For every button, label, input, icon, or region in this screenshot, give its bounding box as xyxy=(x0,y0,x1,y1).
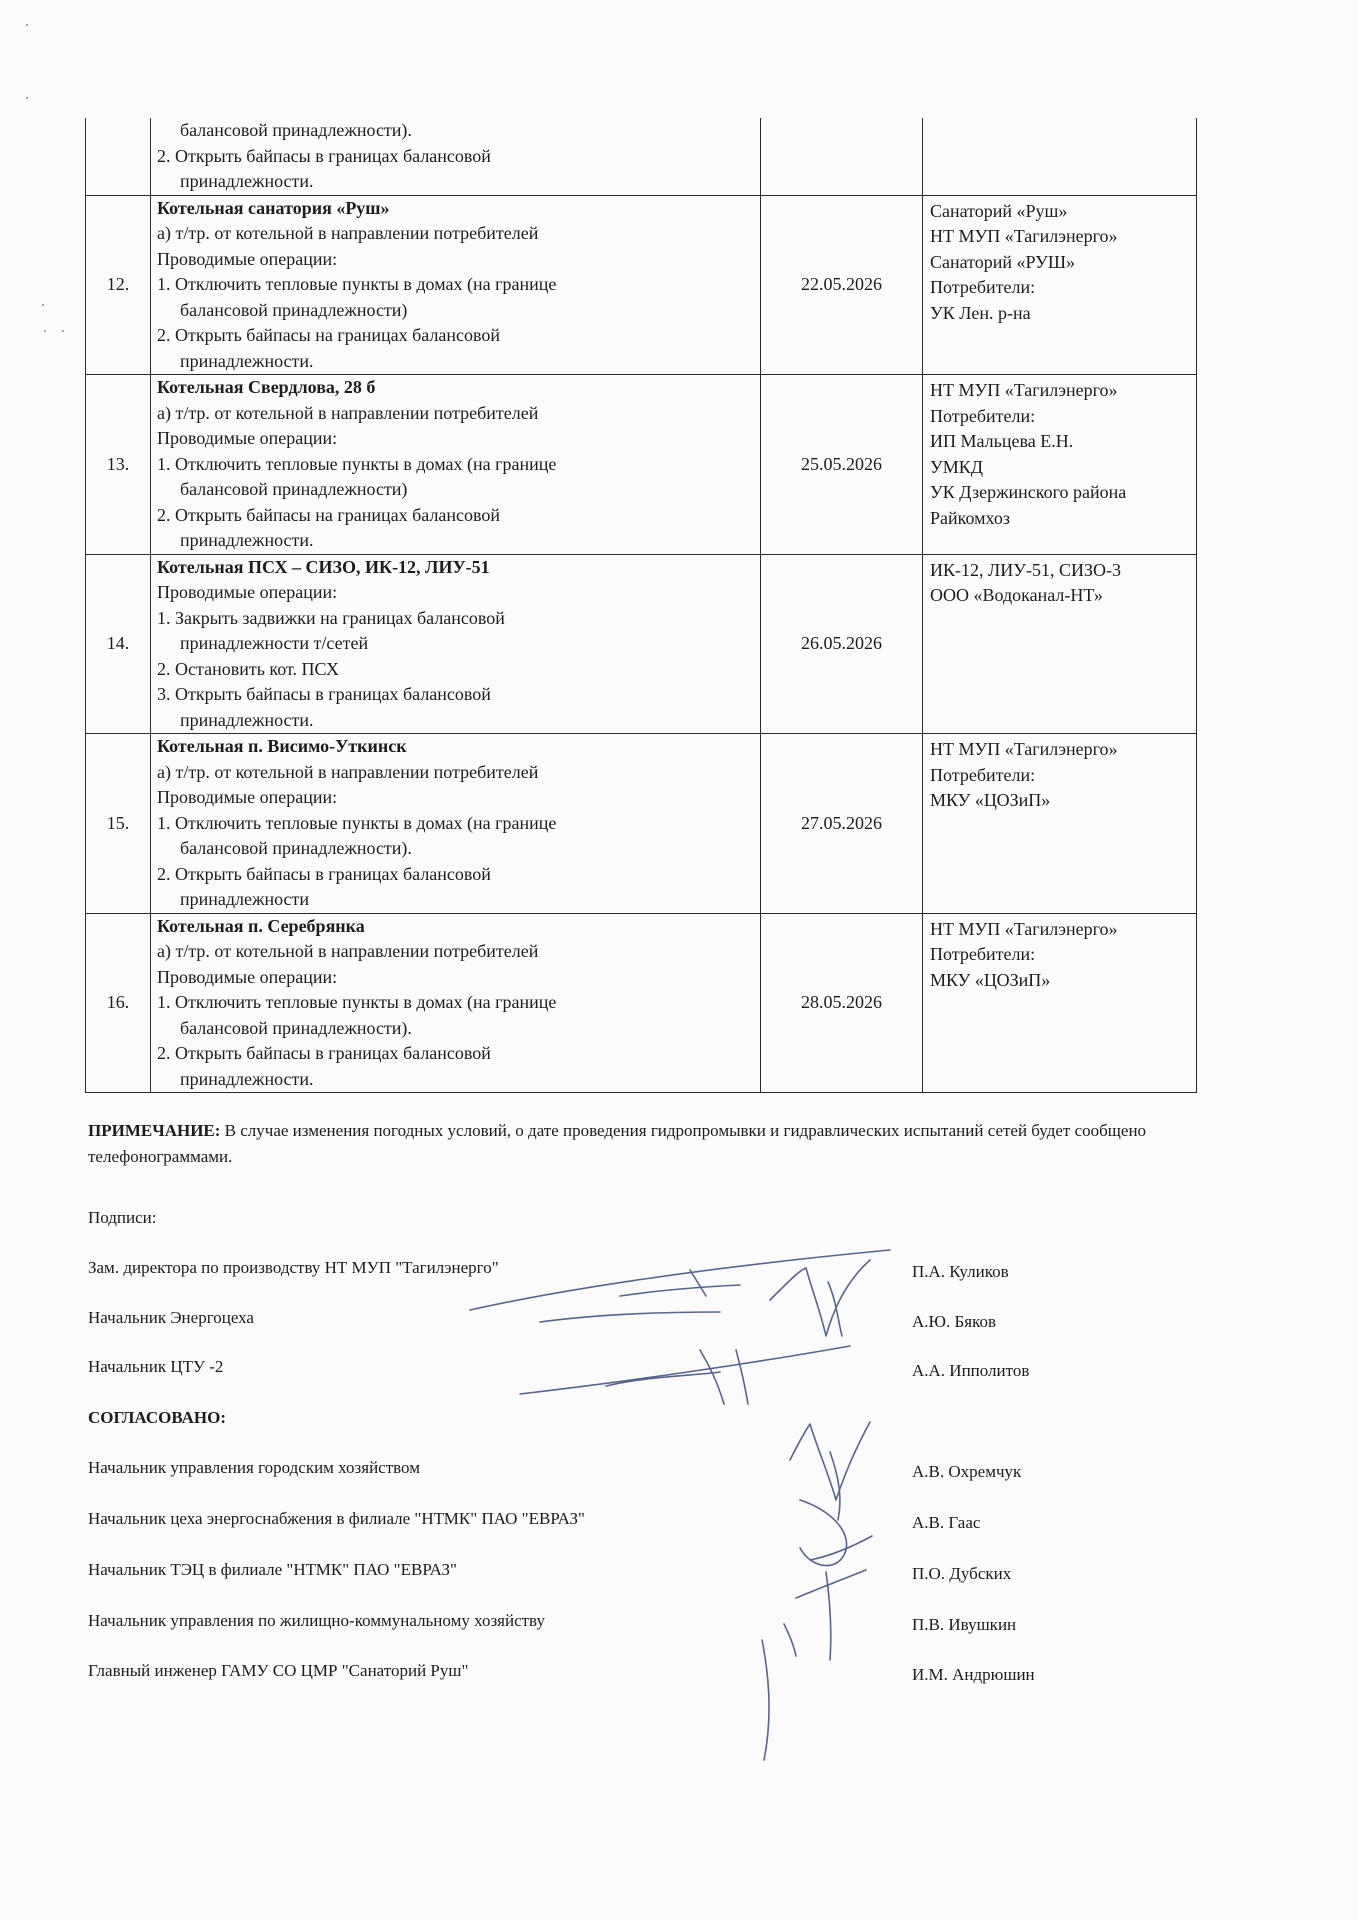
row-number-cell xyxy=(86,118,151,195)
note-text: В случае изменения погодных условий, о дате проведения гидропромывки и гидравлических испытаний сетей будет сообщено телефонограммами. xyxy=(88,1121,1147,1166)
responsible-party: НТ МУП «Тагилэнерго» xyxy=(930,380,1118,400)
boiler-title: Котельная Свердлова, 28 б xyxy=(157,377,376,397)
signature-stroke xyxy=(828,1282,842,1336)
responsible-party: Потребители: xyxy=(930,405,1036,426)
operation-line: Проводимые операции: xyxy=(157,428,338,448)
responsible-cell xyxy=(923,734,1197,914)
operation-line: балансовой принадлежности). xyxy=(180,1017,412,1038)
signature-stroke xyxy=(830,1452,840,1520)
row-number: 13. xyxy=(106,453,130,474)
scan-speck xyxy=(26,97,28,99)
responsible-party: НТ МУП «Тагилэнерго» xyxy=(930,226,1118,246)
operation-line: а) т/тр. от котельной в направлении потребителей xyxy=(157,223,539,243)
operation-line: балансовой принадлежности) xyxy=(180,479,408,499)
operation-line: 2. Открыть байпасы в границах балансовой xyxy=(157,1043,491,1063)
approval-role: Начальник управления городским хозяйством xyxy=(88,1458,420,1477)
operation-line: принадлежности т/сетей xyxy=(180,633,369,653)
boiler-title: Котельная п. Висимо-Уткинск xyxy=(157,736,407,756)
operation-date: 28.05.2026 xyxy=(801,992,882,1012)
signature-name: П.А. Куликов xyxy=(912,1262,1009,1281)
boiler-title: Котельная п. Серебрянка xyxy=(157,915,365,936)
operation-line: балансовой принадлежности) xyxy=(180,299,408,320)
operations-cell xyxy=(151,734,761,914)
approval-name: И.М. Андрюшин xyxy=(912,1665,1035,1684)
responsible-cell xyxy=(923,913,1197,1093)
signature-stroke xyxy=(762,1640,769,1760)
operation-line: Проводимые операции: xyxy=(157,582,338,602)
date-cell xyxy=(761,195,923,375)
operation-date: 25.05.2026 xyxy=(801,453,882,474)
signature-stroke xyxy=(700,1350,724,1404)
row-number-cell xyxy=(86,375,151,555)
operation-line: 2. Открыть байпасы на границах балансовой xyxy=(157,325,501,345)
note-label: ПРИМЕЧАНИЕ: xyxy=(88,1121,221,1140)
operation-line: Проводимые операции: xyxy=(157,248,338,269)
responsible-party: УК Дзержинского района xyxy=(930,482,1127,502)
schedule-table xyxy=(85,118,1197,1093)
signature-stroke xyxy=(736,1350,748,1404)
date-cell xyxy=(761,734,923,914)
approval-role: Начальник управления по жилищно-коммунальному хозяйству xyxy=(88,1611,545,1630)
approval-role: Начальник ТЭЦ в филиале "НТМК" ПАО "ЕВРАЗ" xyxy=(88,1560,457,1579)
signature-stroke xyxy=(520,1346,850,1394)
operations-cell xyxy=(151,913,761,1093)
operation-line: 2. Остановить кот. ПСХ xyxy=(157,658,340,679)
table-row xyxy=(86,734,1197,914)
responsible-party: ИК-12, ЛИУ-51, СИЗО-3 xyxy=(930,559,1121,580)
responsible-party: НТ МУП «Тагилэнерго» xyxy=(930,739,1118,759)
date-cell xyxy=(761,554,923,734)
responsible-party: МКУ «ЦОЗиП» xyxy=(930,790,1051,810)
operation-line: принадлежности xyxy=(180,889,310,909)
responsible-party: УК Лен. р-на xyxy=(930,302,1031,323)
operation-line: балансовой принадлежности). xyxy=(180,120,412,140)
operation-line: 1. Отключить тепловые пункты в домах (на границе xyxy=(157,453,557,474)
responsible-party: Райкомхоз xyxy=(930,507,1010,528)
row-number-cell xyxy=(86,195,151,375)
table-row xyxy=(86,375,1197,555)
operation-line: а) т/тр. от котельной в направлении потребителей xyxy=(157,941,539,961)
responsible-party: Потребители: xyxy=(930,764,1036,785)
operation-line: 3. Открыть байпасы в границах балансовой xyxy=(157,684,491,704)
row-number-cell xyxy=(86,734,151,914)
signature-stroke xyxy=(540,1312,720,1322)
operation-date: 27.05.2026 xyxy=(801,812,882,833)
operation-line: 1. Отключить тепловые пункты в домах (на границе xyxy=(157,274,557,294)
signature-name: А.А. Ипполитов xyxy=(912,1361,1030,1380)
boiler-title: Котельная ПСХ – СИЗО, ИК-12, ЛИУ-51 xyxy=(157,556,490,577)
operation-line: принадлежности. xyxy=(180,530,314,550)
operation-line: 2. Открыть байпасы в границах балансовой xyxy=(157,145,491,166)
row-number-cell xyxy=(86,913,151,1093)
responsible-cell xyxy=(923,195,1197,375)
table-row xyxy=(86,118,1197,195)
operations-cell xyxy=(151,118,761,195)
operation-line: принадлежности. xyxy=(180,709,314,730)
signatures-heading: Подписи: xyxy=(88,1208,157,1227)
row-number: 16. xyxy=(106,992,130,1012)
signature-role: Начальник ЦТУ -2 xyxy=(88,1357,224,1376)
operation-line: 2. Открыть байпасы в границах балансовой xyxy=(157,863,491,884)
operations-cell xyxy=(151,195,761,375)
approval-name: А.В. Охремчук xyxy=(912,1462,1022,1481)
operation-line: 1. Отключить тепловые пункты в домах (на границе xyxy=(157,992,557,1012)
signature-name: А.Ю. Бяков xyxy=(912,1312,997,1331)
signature-role: Начальник Энергоцеха xyxy=(88,1308,254,1327)
row-number: 14. xyxy=(106,633,130,653)
date-cell xyxy=(761,118,923,195)
responsible-party: ИП Мальцева Е.Н. xyxy=(930,431,1074,451)
note-paragraph xyxy=(88,1118,1198,1170)
date-cell xyxy=(761,375,923,555)
signature-stroke xyxy=(800,1500,847,1566)
approval-name: П.О. Дубских xyxy=(912,1564,1012,1583)
scan-speck xyxy=(42,304,44,306)
responsible-cell xyxy=(923,554,1197,734)
row-number: 12. xyxy=(106,274,130,294)
responsible-party: УМКД xyxy=(930,456,984,477)
operation-line: принадлежности. xyxy=(180,350,314,371)
responsible-party: Санаторий «РУШ» xyxy=(930,251,1076,272)
signature-stroke xyxy=(470,1250,890,1310)
signature-stroke xyxy=(620,1285,740,1296)
approved-heading: СОГЛАСОВАНО: xyxy=(88,1408,227,1427)
approval-role: Начальник цеха энергоснабжения в филиале "НТМК" ПАО "ЕВРАЗ" xyxy=(88,1509,585,1528)
approval-role: Главный инженер ГАМУ СО ЦМР "Санаторий Руш" xyxy=(88,1661,469,1680)
operation-line: принадлежности. xyxy=(180,171,314,191)
operation-line: Проводимые операции: xyxy=(157,966,338,987)
boiler-title: Котельная санатория «Руш» xyxy=(157,197,390,218)
responsible-party: НТ МУП «Тагилэнерго» xyxy=(930,918,1118,939)
signature-stroke xyxy=(770,1260,870,1336)
responsible-party: ООО «Водоканал-НТ» xyxy=(930,585,1103,605)
date-cell xyxy=(761,913,923,1093)
row-number: 15. xyxy=(106,812,130,833)
operation-line: а) т/тр. от котельной в направлении потребителей xyxy=(157,402,539,423)
signature-stroke xyxy=(790,1422,870,1500)
signature-stroke xyxy=(690,1270,706,1296)
signature-stroke xyxy=(796,1570,866,1598)
row-number-cell xyxy=(86,554,151,734)
operation-line: 1. Закрыть задвижки на границах балансовой xyxy=(157,607,505,628)
responsible-cell xyxy=(923,375,1197,555)
signature-stroke xyxy=(810,1536,872,1560)
scan-speck xyxy=(62,330,64,332)
scan-speck xyxy=(26,24,28,26)
signature-stroke xyxy=(784,1624,796,1656)
signature-stroke xyxy=(826,1572,831,1660)
operation-line: 1. Отключить тепловые пункты в домах (на границе xyxy=(157,812,557,833)
operation-line: а) т/тр. от котельной в направлении потребителей xyxy=(157,761,539,782)
responsible-party: МКУ «ЦОЗиП» xyxy=(930,969,1051,990)
responsible-party: Потребители: xyxy=(930,944,1036,964)
responsible-party: Потребители: xyxy=(930,277,1036,297)
signature-stroke xyxy=(606,1372,720,1386)
operation-line: балансовой принадлежности). xyxy=(180,838,412,858)
table-row xyxy=(86,554,1197,734)
approval-name: А.В. Гаас xyxy=(912,1513,981,1532)
responsible-party: Санаторий «Руш» xyxy=(930,200,1068,221)
operation-line: 2. Открыть байпасы на границах балансовой xyxy=(157,504,501,525)
operation-date: 26.05.2026 xyxy=(801,633,882,653)
responsible-cell xyxy=(923,118,1197,195)
signature-role: Зам. директора по производству НТ МУП "Тагилэнерго" xyxy=(88,1258,499,1277)
table-row xyxy=(86,913,1197,1093)
table-row xyxy=(86,195,1197,375)
operations-cell xyxy=(151,375,761,555)
operation-line: Проводимые операции: xyxy=(157,787,338,807)
scan-speck xyxy=(44,330,46,332)
approval-name: П.В. Ивушкин xyxy=(912,1615,1017,1634)
operations-cell xyxy=(151,554,761,734)
operation-date: 22.05.2026 xyxy=(801,274,882,294)
operation-line: принадлежности. xyxy=(180,1068,314,1089)
